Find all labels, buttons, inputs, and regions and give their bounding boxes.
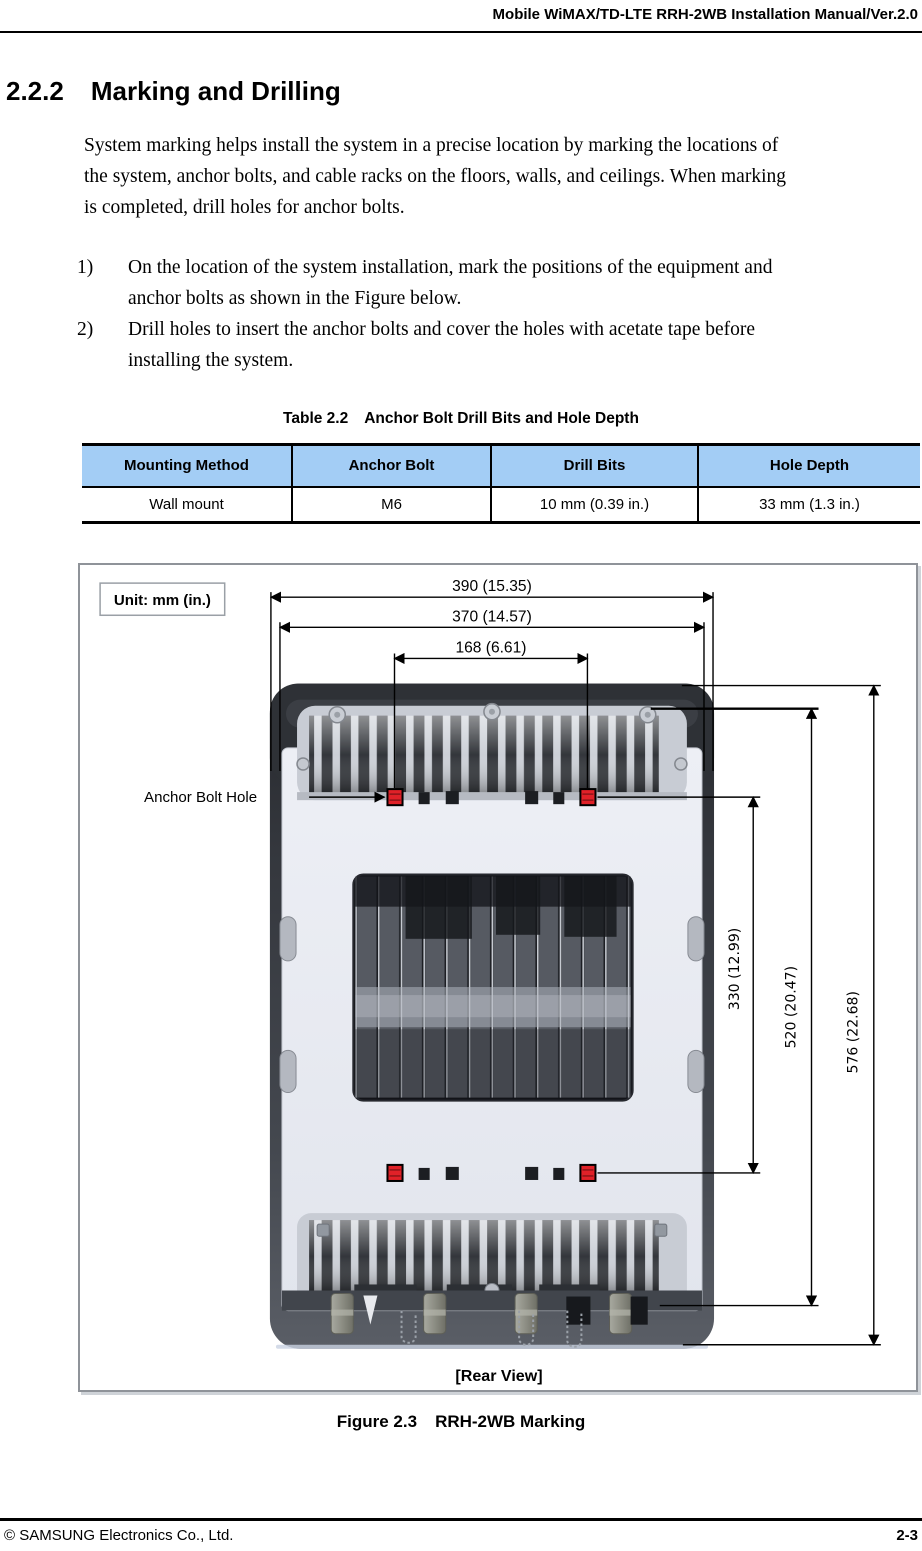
cell-mounting-method: Wall mount [149,495,224,513]
col-header-drill-bits: Drill Bits [491,445,698,487]
cell-anchor-bolt: M6 [292,487,491,523]
dim-width-outer: 390 (15.35) [452,578,532,596]
section-title: Marking and Drilling [90,76,341,106]
step-text: On the location of the system installation, mark the positions of the equipment and anchor bolts as shown in the Figure below. [128,257,773,309]
anchor-bolt-table [82,443,920,524]
anchor-bolt-hole-label: Anchor Bolt Hole [144,789,258,807]
figure-title: RRH-2WB Marking [435,1412,586,1431]
table-header-row [82,445,920,487]
header-rule [0,31,922,33]
intro-line: the system, anchor bolts, and cable racks on the floors, walls, and ceilings. When marking [84,166,786,187]
section-number: 2.2.2 [6,76,64,106]
intro-line: is completed, drill holes for anchor bolts. [84,197,405,218]
unit-note [100,583,225,615]
dim-height-outer: 576 (22.68) [845,991,862,1074]
step-item [77,252,907,314]
step-text: Drill holes to insert the anchor bolts and cover the holes with acetate tape before installing the system. [128,319,756,371]
step-number: 1) [77,257,94,278]
top-heatsink [297,704,687,800]
figure-caption [0,1412,922,1432]
unit-label: Unit: mm (in.) [113,592,211,610]
table-label: Table 2.2 [283,410,349,427]
dim-hole-span: 168 (6.61) [455,639,527,657]
intro-paragraph [84,130,914,223]
page-header-title: Mobile WiMAX/TD-LTE RRH-2WB Installation Manual/Ver.2.0 [492,6,918,23]
table-title-text: Anchor Bolt Drill Bits and Hole Depth [364,410,639,427]
center-grille-window [353,875,632,1101]
rrh-device-rear-view [270,684,714,1349]
cell-hole-depth: 33 mm (1.3 in.) [698,487,920,523]
rear-view-label: [Rear View] [455,1366,543,1385]
dim-height-inner: 520 (20.47) [783,965,800,1049]
port-cover [631,1297,648,1325]
step-number: 2) [77,319,94,340]
anchor-bolt-hole-marker [387,1165,402,1181]
figure-label: Figure 2.3 [336,1412,418,1431]
col-header-hole-depth: Hole Depth [698,445,920,487]
anchor-bolt-hole-marker [580,789,595,805]
step-item [77,314,907,376]
footer-page-number: 2-3 [896,1527,918,1544]
col-header-anchor-bolt: Anchor Bolt [292,445,491,487]
port-cover [566,1297,590,1325]
anchor-bolt-hole-marker [387,789,402,805]
dim-width-inner: 370 (14.57) [452,608,532,626]
figure-2-3 [78,563,918,1392]
table-row [82,487,920,523]
step-list [77,252,907,376]
table-title [0,410,922,428]
intro-line: System marking helps install the system in a precise location by marking the locations of [84,135,779,156]
footer-copyright: © SAMSUNG Electronics Co., Ltd. [4,1527,234,1544]
rrh-marking-drawing [80,565,916,1390]
anchor-bolt-hole-marker [580,1165,595,1181]
col-header-mounting-method: Mounting Method [82,445,292,487]
cell-drill-bits: 10 mm (0.39 in.) [491,487,698,523]
footer-rule [0,1518,922,1521]
dim-hole-vspan: 330 (12.99) [727,927,744,1011]
section-heading [6,76,341,107]
